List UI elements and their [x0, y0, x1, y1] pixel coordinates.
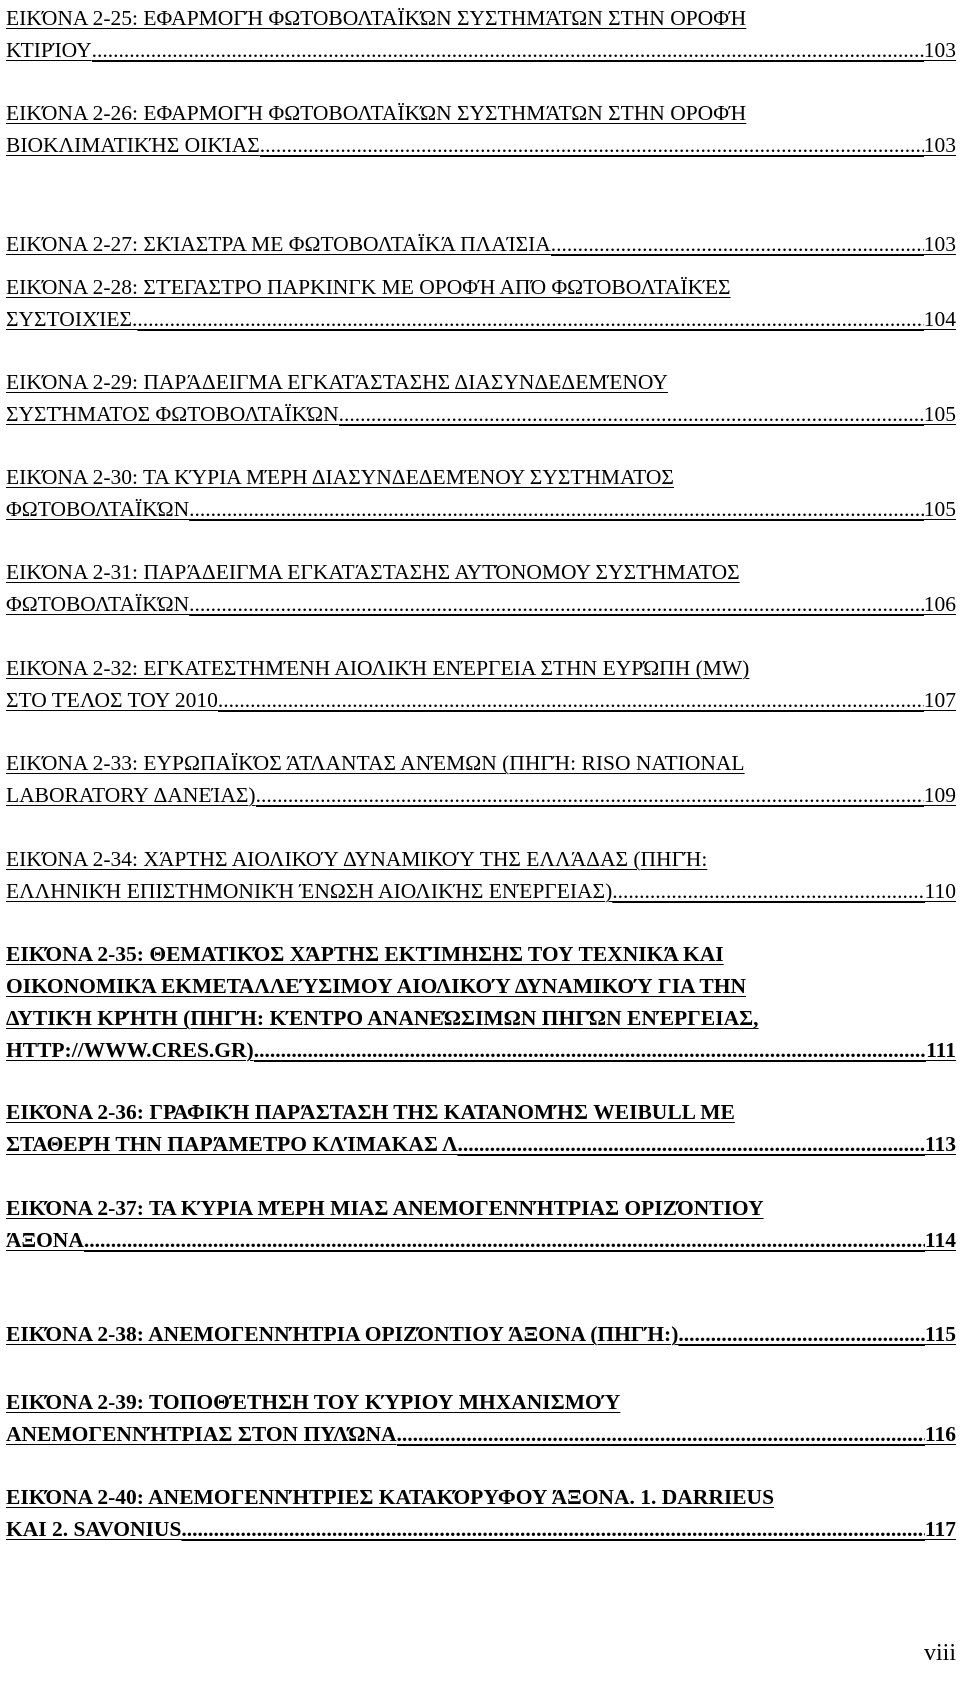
toc-entry-title: ΕΙΚΌΝΑ 2-35: ΘΕΜΑΤΙΚΌΣ ΧΆΡΤΗΣ ΕΚΤΊΜΗΣΗΣ ΤΟΥ ΤΕΧΝΙΚΆ ΚΑΙ	[6, 942, 724, 966]
toc-entry-title-cont: HTTP://WWW.CRES.GR)	[6, 1038, 254, 1062]
toc-entry-2-31[interactable]	[6, 556, 956, 620]
toc-entry-title-cont: ΚΤΙΡΊΟΥ	[6, 38, 92, 62]
toc-page-number: 116	[924, 1422, 956, 1446]
toc-page-number: 115	[924, 1322, 956, 1346]
toc-page-number: 107	[923, 688, 956, 712]
toc-page-number: 104	[923, 307, 956, 331]
toc-entry-title-cont: ΒΙΟΚΛΙΜΑΤΙΚΉΣ ΟΙΚΊΑΣ	[6, 133, 260, 157]
toc-page-number: 105	[923, 497, 956, 521]
dot-leader	[397, 1418, 925, 1450]
toc-entry-title-cont: ΣΥΣΤΉΜΑΤΟΣ ΦΩΤΟΒΟΛΤΑΪΚΏΝ	[6, 402, 339, 426]
dot-leader	[189, 493, 924, 525]
toc-entry-title-cont: ΦΩΤΟΒΟΛΤΑΪΚΏΝ	[6, 497, 190, 521]
dot-leader	[92, 34, 924, 66]
dot-leader	[84, 1224, 925, 1256]
toc-entry-title: ΕΙΚΌΝΑ 2-29: ΠΑΡΆΔΕΙΓΜΑ ΕΓΚΑΤΆΣΤΑΣΗΣ ΔΙΑΣΥΝΔΕΔΕΜΈΝΟΥ	[6, 370, 668, 394]
toc-entry-2-33[interactable]	[6, 747, 956, 811]
toc-entry-2-27[interactable]	[6, 228, 956, 260]
toc-entry-title-cont: ΔΥΤΙΚΉ ΚΡΉΤΗ (ΠΗΓΉ: ΚΈΝΤΡΟ ΑΝΑΝΕΏΣΙΜΩΝ ΠΗΓΏΝ ΕΝΈΡΓΕΙΑΣ,	[6, 1006, 759, 1030]
toc-entry-title: ΕΙΚΌΝΑ 2-26: ΕΦΑΡΜΟΓΉ ΦΩΤΟΒΟΛΤΑΪΚΏΝ ΣΥΣΤΗΜΆΤΩΝ ΣΤΗΝ ΟΡΟΦΉ	[6, 101, 747, 125]
dot-leader	[551, 228, 924, 260]
toc-entry-title: ΕΙΚΌΝΑ 2-25: ΕΦΑΡΜΟΓΉ ΦΩΤΟΒΟΛΤΑΪΚΏΝ ΣΥΣΤΗΜΆΤΩΝ ΣΤΗΝ ΟΡΟΦΉ	[6, 6, 747, 30]
toc-page-number: 103	[923, 133, 956, 157]
toc-entry-2-36[interactable]	[6, 1096, 956, 1160]
toc-entry-title: ΕΙΚΌΝΑ 2-33: ΕΥΡΩΠΑΪΚΌΣ ΆΤΛΑΝΤΑΣ ΑΝΈΜΩΝ (ΠΗΓΉ: RISO NATIONAL	[6, 751, 745, 775]
toc-entry-title: ΕΙΚΌΝΑ 2-37: ΤΑ ΚΎΡΙΑ ΜΈΡΗ ΜΙΑΣ ΑΝΕΜΟΓΕΝΝΉΤΡΙΑΣ ΟΡΙΖΌΝΤΙΟΥ	[6, 1196, 764, 1220]
toc-entry-2-26[interactable]	[6, 97, 956, 161]
toc-entry-2-34[interactable]	[6, 843, 956, 907]
dot-leader	[181, 1513, 925, 1545]
toc-page-number: 117	[924, 1517, 956, 1541]
toc-entry-title: ΕΙΚΌΝΑ 2-39: ΤΟΠΟΘΈΤΗΣΗ ΤΟΥ ΚΎΡΙΟΥ ΜΗΧΑΝΙΣΜΟΎ	[6, 1390, 621, 1414]
toc-entry-2-25[interactable]	[6, 2, 956, 66]
page-number: viii	[923, 1640, 956, 1666]
toc-entry-title: ΕΙΚΌΝΑ 2-32: ΕΓΚΑΤΕΣΤΗΜΈΝΗ ΑΙΟΛΙΚΉ ΕΝΈΡΓΕΙΑ ΣΤΗΝ ΕΥΡΏΠΗ (MW)	[6, 656, 750, 680]
toc-entry-title: ΕΙΚΌΝΑ 2-36: ΓΡΑΦΙΚΉ ΠΑΡΆΣΤΑΣΗ ΤΗΣ ΚΑΤΑΝΟΜΉΣ WEIBULL ΜΕ	[6, 1100, 735, 1124]
toc-page-number: 109	[923, 783, 956, 807]
toc-entry-2-35[interactable]	[6, 938, 956, 1066]
toc-entry-title-cont: LABORATORY ΔΑΝΕΊΑΣ)	[6, 783, 256, 807]
toc-entry-2-29[interactable]	[6, 366, 956, 430]
dot-leader	[339, 398, 924, 430]
toc-entry-2-38[interactable]	[6, 1318, 956, 1350]
toc-entry-2-28[interactable]	[6, 271, 956, 335]
toc-page-number: 111	[926, 1038, 956, 1062]
toc-page-number: 106	[923, 592, 956, 616]
dot-leader	[256, 779, 924, 811]
dot-leader	[137, 303, 923, 335]
toc-entry-title-cont: ΣΥΣΤΟΙΧΊΕΣ.	[6, 307, 138, 331]
toc-entry-title: ΕΙΚΌΝΑ 2-31: ΠΑΡΆΔΕΙΓΜΑ ΕΓΚΑΤΆΣΤΑΣΗΣ ΑΥΤΌΝΟΜΟΥ ΣΥΣΤΉΜΑΤΟΣ	[6, 560, 740, 584]
toc-entry-title: ΕΙΚΌΝΑ 2-27: ΣΚΊΑΣΤΡΑ ΜΕ ΦΩΤΟΒΟΛΤΑΪΚΆ ΠΛΑΊΣΙΑ	[6, 232, 551, 256]
dot-leader	[260, 129, 924, 161]
toc-entry-2-32[interactable]	[6, 652, 956, 716]
toc-entry-title: ΕΙΚΌΝΑ 2-28: ΣΤΈΓΑΣΤΡΟ ΠΑΡΚΙΝΓΚ ΜΕ ΟΡΟΦΉ ΑΠΌ ΦΩΤΟΒΟΛΤΑΪΚΈΣ	[6, 275, 731, 299]
dot-leader	[189, 588, 924, 620]
toc-entry-title-cont: ΑΝΕΜΟΓΕΝΝΉΤΡΙΑΣ ΣΤΟΝ ΠΥΛΏΝΑ	[6, 1422, 397, 1446]
dot-leader	[254, 1034, 926, 1066]
toc-entry-2-39[interactable]	[6, 1386, 956, 1450]
dot-leader	[678, 1318, 925, 1350]
toc-entry-title-cont: ΚΑΙ 2. SAVONIUS	[6, 1517, 182, 1541]
toc-page-number: 103	[923, 38, 956, 62]
toc-page-number: 105	[923, 402, 956, 426]
toc-page-number: 113	[924, 1132, 956, 1156]
toc-entry-2-40[interactable]	[6, 1481, 956, 1545]
toc-entry-title: ΕΙΚΌΝΑ 2-30: ΤΑ ΚΎΡΙΑ ΜΈΡΗ ΔΙΑΣΥΝΔΕΔΕΜΈΝΟΥ ΣΥΣΤΉΜΑΤΟΣ	[6, 465, 674, 489]
dot-leader	[457, 1128, 924, 1160]
dot-leader	[218, 684, 924, 716]
toc-entry-title-cont: ΕΛΛΗΝΙΚΉ ΕΠΙΣΤΗΜΟΝΙΚΉ ΈΝΩΣΗ ΑΙΟΛΙΚΉΣ ΕΝΈΡΓΕΙΑΣ)	[6, 879, 613, 903]
toc-entry-title-cont: ΦΩΤΟΒΟΛΤΑΪΚΏΝ	[6, 592, 190, 616]
toc-entry-title-cont: ΟΙΚΟΝΟΜΙΚΆ ΕΚΜΕΤΑΛΛΕΎΣΙΜΟΥ ΑΙΟΛΙΚΟΎ ΔΥΝΑΜΙΚΟΎ ΓΙΑ ΤΗΝ	[6, 974, 746, 998]
toc-page-number: 110	[924, 879, 956, 903]
toc-entry-title: ΕΙΚΌΝΑ 2-34: ΧΆΡΤΗΣ ΑΙΟΛΙΚΟΎ ΔΥΝΑΜΙΚΟΎ ΤΗΣ ΕΛΛΆΔΑΣ (ΠΗΓΉ:	[6, 847, 708, 871]
toc-entry-title-cont: ΆΞΟΝΑ	[6, 1228, 84, 1252]
dot-leader	[612, 875, 924, 907]
toc-entry-2-37[interactable]	[6, 1192, 956, 1256]
toc-entry-title: ΕΙΚΌΝΑ 2-40: ΑΝΕΜΟΓΕΝΝΉΤΡΙΕΣ ΚΑΤΑΚΌΡΥΦΟΥ ΆΞΟΝΑ. 1. DARRIEUS	[6, 1485, 775, 1509]
toc-entry-2-30[interactable]	[6, 461, 956, 525]
toc-entry-title-cont: ΣΤΑΘΕΡΉ ΤΗΝ ΠΑΡΆΜΕΤΡΟ ΚΛΊΜΑΚΑΣ Λ	[6, 1132, 458, 1156]
toc-page-number: 103	[923, 232, 956, 256]
toc-page-number: 114	[924, 1228, 956, 1252]
toc-entry-title: ΕΙΚΌΝΑ 2-38: ΑΝΕΜΟΓΕΝΝΉΤΡΙΑ ΟΡΙΖΌΝΤΙΟΥ ΆΞΟΝΑ (ΠΗΓΉ:)	[6, 1322, 679, 1346]
toc-entry-title-cont: ΣΤΟ ΤΈΛΟΣ ΤΟΥ 2010	[6, 688, 218, 712]
